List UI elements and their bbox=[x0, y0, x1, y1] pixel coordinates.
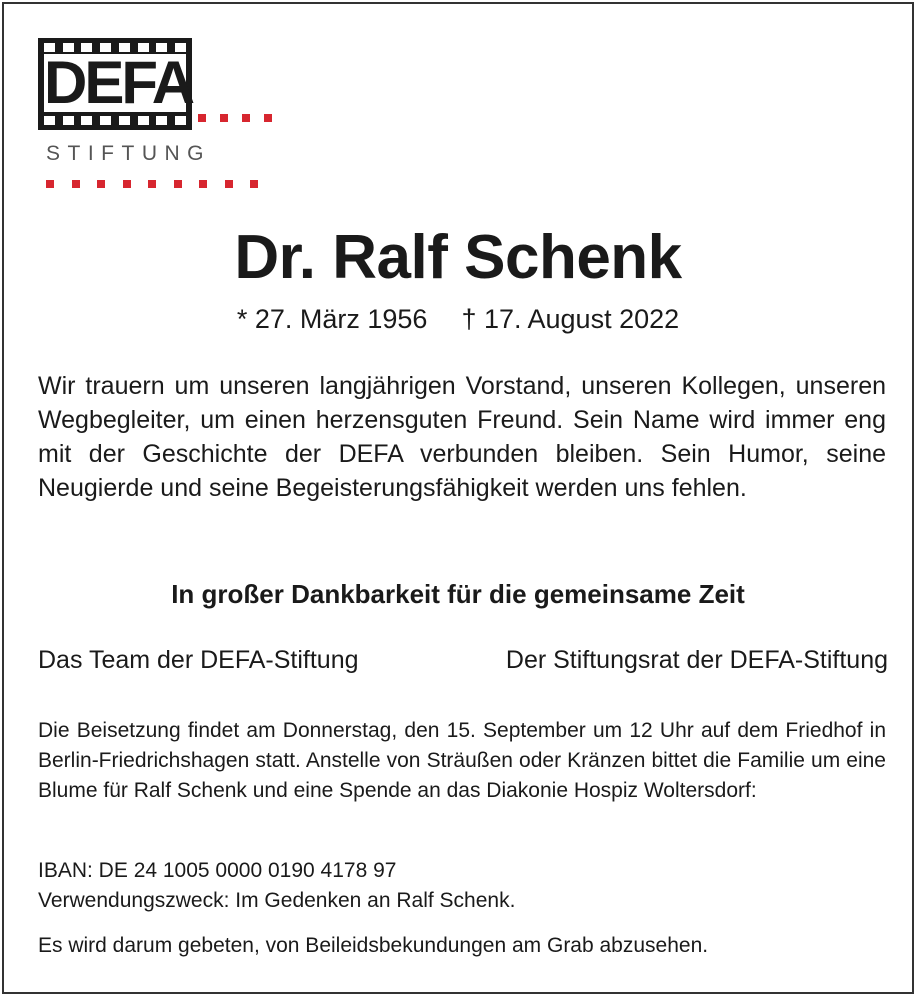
logo-red-dots-side bbox=[198, 114, 272, 122]
defa-stiftung-logo bbox=[38, 38, 268, 198]
donation-details bbox=[38, 856, 515, 916]
purpose-line: Verwendungszweck: Im Gedenken an Ralf Schenk. bbox=[38, 889, 516, 912]
film-holes-bottom bbox=[44, 116, 186, 125]
life-dates bbox=[4, 304, 912, 335]
signature-board: Der Stiftungsrat der DEFA-Stiftung bbox=[505, 646, 888, 674]
death-date: † 17. August 2022 bbox=[461, 304, 680, 334]
logo-word-frame bbox=[44, 49, 193, 116]
iban-line: IBAN: DE 24 1005 0000 0190 4178 97 bbox=[38, 859, 397, 882]
gratitude-heading: In großer Dankbarkeit für die gemeinsame Zeit bbox=[171, 579, 745, 609]
funeral-info-paragraph: Die Beisetzung findet am Donnerstag, den 15. September um 12 Uhr auf dem Friedhof in Berlin-Friedrichshagen statt. Anstelle von Sträußen oder Kränzen bittet die Familie um eine Blume für Ralf Schenk und eine Spende an das Diakonie Hospiz Woltersdorf: bbox=[38, 719, 886, 802]
obituary-notice bbox=[2, 2, 914, 994]
tribute-paragraph: Wir trauern um unseren langjährigen Vorstand, unseren Kollegen, unseren Wegbegleiter, um einen herzensguten Freund. Sein Name wird immer eng mit der Geschichte der DEFA verbunden bleiben. Sein Humor, seine Neugierde und seine Begeisterungsfähigkeit werden uns fehlen. bbox=[38, 372, 886, 502]
logo-subtitle: STIFTUNG bbox=[46, 142, 211, 165]
signature-team: Das Team der DEFA-Stiftung bbox=[38, 646, 359, 674]
birth-date: * 27. März 1956 bbox=[236, 304, 428, 334]
film-strip-logo bbox=[38, 38, 192, 130]
logo-word: DEFA bbox=[44, 49, 193, 116]
logo-red-dots-row bbox=[46, 180, 258, 188]
deceased-name: Dr. Ralf Schenk bbox=[234, 223, 682, 292]
closing-note: Es wird darum gebeten, von Beileidsbekundungen am Grab abzusehen. bbox=[38, 934, 709, 957]
